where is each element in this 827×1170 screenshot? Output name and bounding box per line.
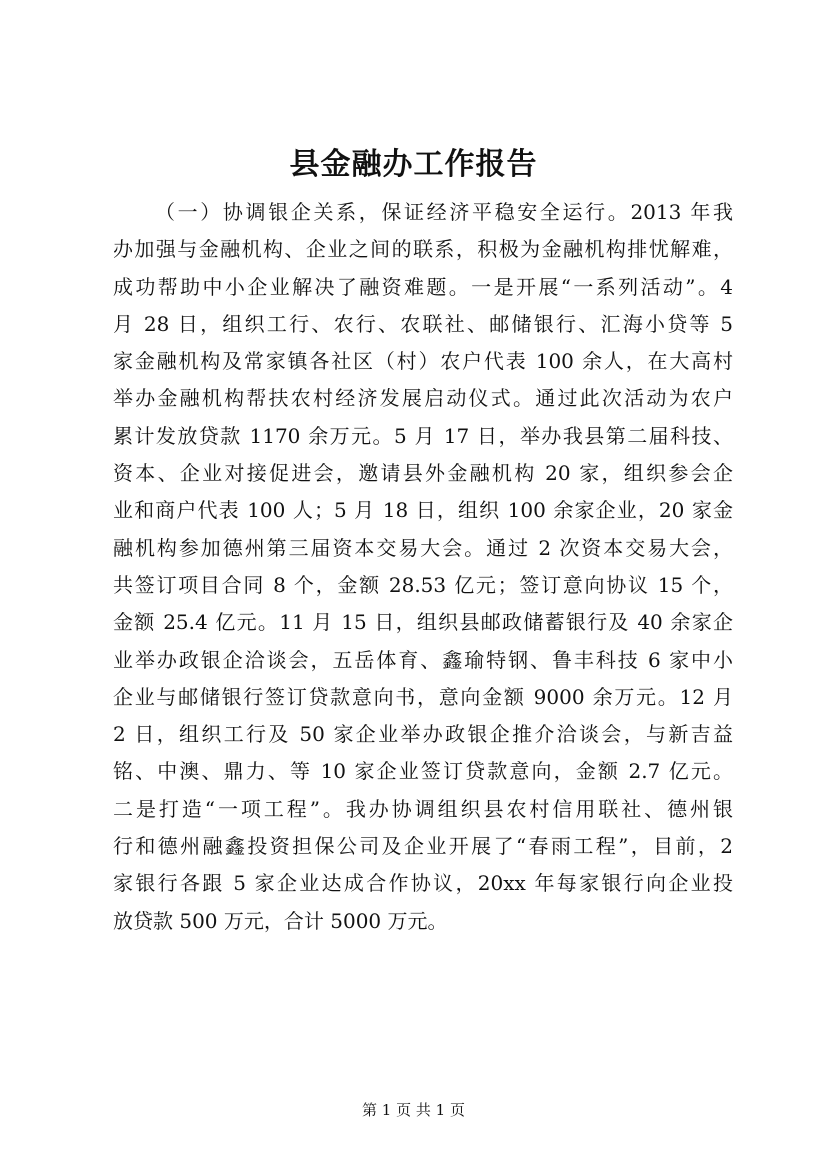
page-number: 第 1 页 共 1 页	[362, 1101, 465, 1119]
document-title: 县金融办工作报告	[289, 147, 538, 182]
text-line: 举办金融机构帮扶农村经济发展启动仪式。通过此次活动为农户	[113, 386, 733, 411]
text-line: 家金融机构及常家镇各社区（村）农户代表 100 余人，在大高村	[113, 349, 733, 374]
text-line: 放贷款 500 万元，合计 5000 万元。	[113, 908, 448, 933]
text-line: 行和德州融鑫投资担保公司及企业开展了“春雨工程”，目前，2	[113, 834, 733, 859]
text-line: 业和商户代表 100 人；5 月 18 日，组织 100 余家企业，20 家金	[113, 498, 733, 523]
text-line: 成功帮助中小企业解决了融资难题。一是开展“一系列活动”。4	[113, 274, 733, 299]
report-body	[113, 194, 733, 940]
text-line: 金额 25.4 亿元。11 月 15 日，组织县邮政储蓄银行及 40 余家企	[113, 610, 733, 635]
text-line: 办加强与金融机构、企业之间的联系，积极为金融机构排忧解难，	[113, 237, 733, 262]
text-line: 企业与邮储银行签订贷款意向书，意向金额 9000 余万元。12 月	[113, 684, 733, 709]
text-line: 二是打造“一项工程”。我办协调组织县农村信用联社、德州银	[113, 796, 733, 821]
text-line: 铭、中澳、鼎力、等 10 家企业签订贷款意向，金额 2.7 亿元。	[113, 759, 733, 784]
text-line: 家银行各跟 5 家企业达成合作协议，20xx 年每家银行向企业投	[113, 871, 733, 896]
text-line: 2 日，组织工行及 50 家企业举办政银企推介洽谈会，与新吉益	[113, 722, 733, 747]
text-line: 资本、企业对接促进会，邀请县外金融机构 20 家，组织参会企	[113, 461, 733, 486]
text-line: 业举办政银企洽谈会，五岳体育、鑫瑜特钢、鲁丰科技 6 家中小	[113, 647, 733, 672]
text-line: （一）协调银企关系，保证经济平稳安全运行。2013 年我	[155, 200, 733, 224]
text-line: 月 28 日，组织工行、农行、农联社、邮储银行、汇海小贷等 5	[113, 311, 733, 336]
text-line: 累计发放贷款 1170 余万元。5 月 17 日，举办我县第二届科技、	[113, 423, 733, 448]
text-line: 融机构参加德州第三届资本交易大会。通过 2 次资本交易大会，	[113, 535, 733, 560]
text-line: 共签订项目合同 8 个，金额 28.53 亿元；签订意向协议 15 个，	[113, 572, 733, 597]
